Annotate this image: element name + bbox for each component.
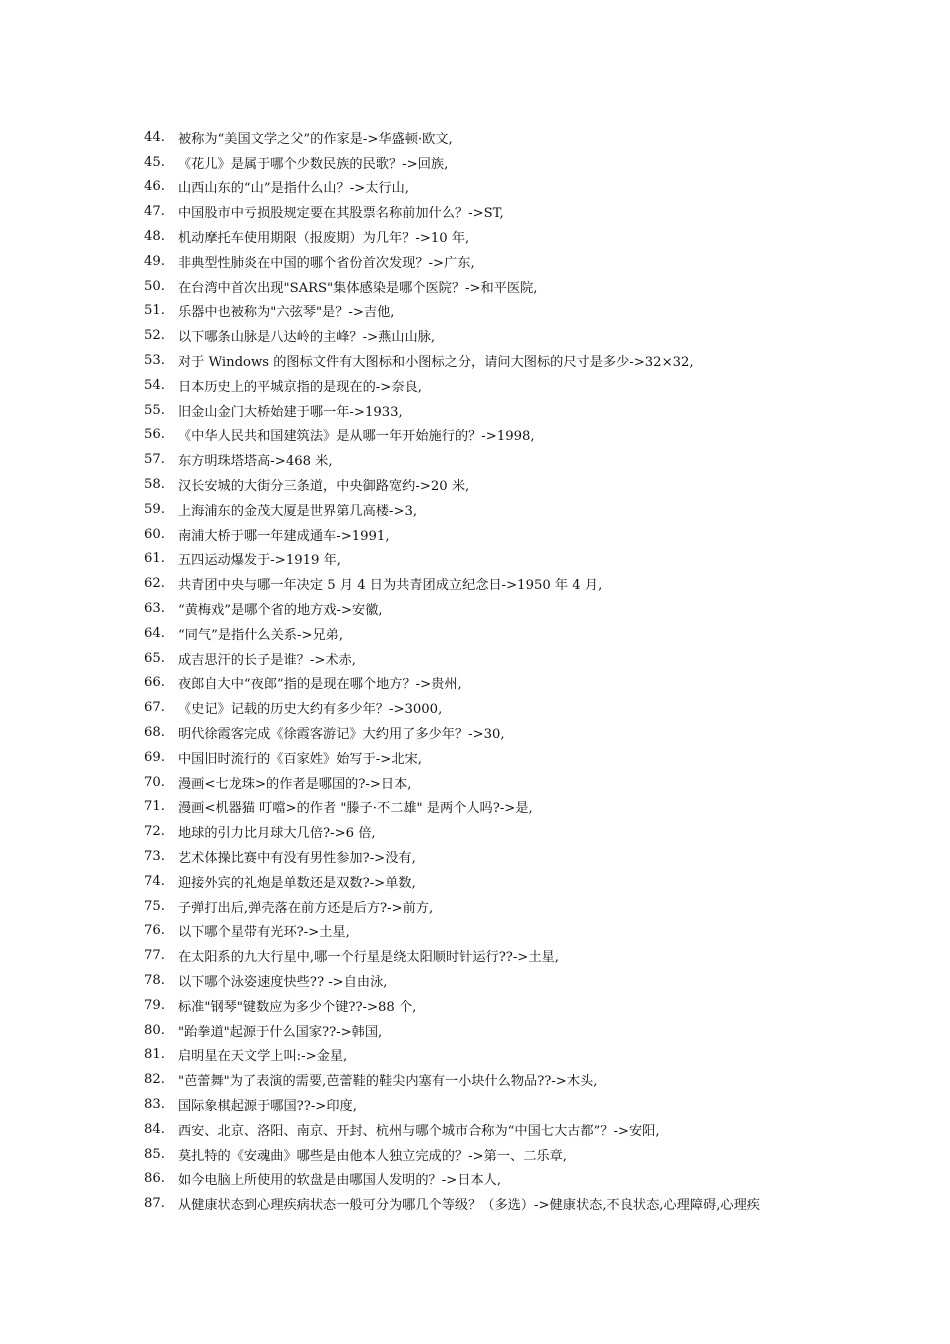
list-item: [144, 720, 834, 745]
item-text: 在台湾中首次出现"SARS"集体感染是哪个医院？->和平医院,: [178, 280, 538, 296]
item-number: 47.: [144, 204, 165, 220]
item-text: 艺术体操比赛中有没有男性参加?->没有,: [178, 851, 416, 866]
item-text: 标准"钢琴"键数应为多少个键??->88 个,: [178, 999, 417, 1015]
list-item: [144, 373, 834, 398]
item-number: 62.: [144, 576, 165, 592]
item-number: 64.: [144, 625, 165, 641]
item-text: 日本历史上的平城京指的是现在的->奈良,: [178, 379, 422, 395]
item-text: 莫扎特的《安魂曲》哪些是由他本人独立完成的？->第一、二乐章,: [178, 1148, 567, 1164]
item-text: 夜郎自大中“夜郎”指的是现在哪个地方？->贵州,: [178, 677, 462, 693]
list-item: [144, 819, 834, 844]
list-item: [144, 1191, 834, 1216]
item-text: 成吉思汗的长子是谁？->术赤,: [178, 652, 356, 668]
list-item: [144, 447, 834, 472]
item-text: 中国旧时流行的《百家姓》始写于->北宋,: [178, 751, 422, 767]
item-number: 45.: [144, 154, 165, 170]
item-number: 54.: [144, 377, 165, 393]
item-text: "跆拳道"起源于什么国家??->韩国,: [178, 1024, 383, 1040]
item-text: 地球的引力比月球大几倍?->6 倍,: [178, 826, 376, 842]
list-item: [144, 224, 834, 249]
list-item: [144, 274, 834, 299]
item-text: 乐器中也被称为"六弦琴"是？->吉他,: [178, 305, 395, 321]
qa-list: [144, 125, 834, 1216]
list-item: [144, 968, 834, 993]
item-number: 55.: [144, 402, 165, 418]
item-text: 中国股市中亏损股规定要在其股票名称前加什么？->ST,: [178, 206, 504, 222]
list-item: [144, 745, 834, 770]
list-item: [144, 943, 834, 968]
item-number: 72.: [144, 824, 165, 840]
item-text: “同气”是指什么关系->兄弟,: [178, 627, 344, 643]
item-text: 漫画<七龙珠>的作者是哪国的?->日本,: [178, 776, 412, 792]
list-item: [144, 770, 834, 795]
list-item: [144, 571, 834, 596]
list-item: [144, 1018, 834, 1043]
item-number: 78.: [144, 972, 165, 988]
list-item: [144, 596, 834, 621]
item-number: 48.: [144, 229, 165, 245]
item-number: 67.: [144, 700, 165, 716]
item-number: 56.: [144, 427, 165, 443]
item-text: 如今电脑上所使用的软盘是由哪国人发明的？->日本人,: [178, 1173, 502, 1189]
item-number: 52.: [144, 328, 165, 344]
item-number: 86.: [144, 1171, 165, 1187]
list-item: [144, 249, 834, 274]
item-number: 82.: [144, 1072, 165, 1088]
item-number: 51.: [144, 303, 165, 319]
item-number: 61.: [144, 551, 165, 567]
list-item: [144, 199, 834, 224]
item-text: 《花儿》是属于哪个少数民族的民歌？->回族,: [178, 156, 449, 172]
item-number: 70.: [144, 774, 165, 790]
list-item: [144, 423, 834, 448]
item-number: 63.: [144, 601, 165, 617]
list-item: [144, 894, 834, 919]
item-text: 国际象棋起源于哪国??->印度,: [178, 1098, 357, 1114]
item-text: 从健康状态到心理疾病状态一般可分为哪几个等级？（多选）->健康状态,不良状态,心理障碍,心理疾: [178, 1198, 760, 1214]
list-item: [144, 795, 834, 820]
list-item: [144, 299, 834, 324]
list-item: [144, 1067, 834, 1092]
list-item: [144, 547, 834, 572]
item-number: 71.: [144, 799, 165, 815]
item-number: 79.: [144, 997, 165, 1013]
list-item: [144, 323, 834, 348]
list-item: [144, 646, 834, 671]
item-number: 60.: [144, 526, 165, 542]
item-number: 68.: [144, 725, 165, 741]
list-item: [144, 125, 834, 150]
list-item: [144, 150, 834, 175]
item-number: 83.: [144, 1096, 165, 1112]
item-text: 《史记》记载的历史大约有多少年？->3000,: [178, 702, 443, 718]
list-item: [144, 472, 834, 497]
item-text: 西安、北京、洛阳、南京、开封、杭州与哪个城市合称为“中国七大古都”？->安阳,: [178, 1123, 660, 1139]
item-text: 南浦大桥于哪一年建成通车->1991,: [178, 528, 390, 544]
item-number: 87.: [144, 1196, 165, 1212]
item-text: 以下哪条山脉是八达岭的主峰？->燕山山脉,: [178, 330, 436, 346]
item-text: "芭蕾舞"为了表演的需要,芭蕾鞋的鞋尖内塞有一小块什么物品??->木头,: [178, 1074, 598, 1090]
item-number: 57.: [144, 452, 165, 468]
list-item: [144, 398, 834, 423]
item-number: 46.: [144, 179, 165, 195]
item-number: 74.: [144, 873, 165, 889]
list-item: [144, 919, 834, 944]
list-item: [144, 695, 834, 720]
list-item: [144, 522, 834, 547]
item-text: 明代徐霞客完成《徐霞客游记》大约用了多少年？->30,: [178, 727, 505, 743]
item-number: 80.: [144, 1022, 165, 1038]
item-text: 机动摩托车使用期限（报废期）为几年？->10 年,: [178, 231, 470, 247]
item-text: 以下哪个星带有光环?->土星,: [178, 925, 350, 941]
list-item: [144, 1092, 834, 1117]
list-item: [144, 993, 834, 1018]
item-text: 子弹打出后,弹壳落在前方还是后方?->前方,: [178, 900, 434, 916]
list-item: [144, 175, 834, 200]
item-text: 迎接外宾的礼炮是单数还是双数?->单数,: [178, 875, 416, 891]
list-item: [144, 497, 834, 522]
list-item: [144, 1166, 834, 1191]
item-text: 五四运动爆发于->1919 年,: [178, 553, 341, 569]
item-number: 76.: [144, 923, 165, 939]
item-number: 69.: [144, 749, 165, 765]
list-item: [144, 844, 834, 869]
item-text: 东方明珠塔塔高->468 米,: [178, 454, 333, 470]
item-number: 81.: [144, 1047, 165, 1063]
item-number: 58.: [144, 477, 165, 493]
item-text: 对于 Windows 的图标文件有大图标和小图标之分，请问大图标的尺寸是多少->32×32,: [178, 355, 694, 371]
item-number: 53.: [144, 353, 165, 369]
list-item: [144, 1042, 834, 1067]
item-number: 50.: [144, 278, 165, 294]
list-item: [144, 621, 834, 646]
item-text: 旧金山金门大桥始建于哪一年->1933,: [178, 404, 403, 420]
list-item: [144, 1142, 834, 1167]
list-item: [144, 348, 834, 373]
item-number: 65.: [144, 650, 165, 666]
item-number: 75.: [144, 898, 165, 914]
item-number: 44.: [144, 129, 165, 145]
item-text: 《中华人民共和国建筑法》是从哪一年开始施行的？->1998,: [178, 429, 535, 445]
item-text: 共青团中央与哪一年决定 5 月 4 日为共青团成立纪念日->1950 年 4 月,: [178, 578, 603, 594]
list-item: [144, 869, 834, 894]
item-number: 85.: [144, 1146, 165, 1162]
list-item: [144, 671, 834, 696]
item-number: 77.: [144, 948, 165, 964]
item-number: 73.: [144, 849, 165, 864]
item-text: 汉长安城的大街分三条道，中央御路宽约->20 米,: [178, 479, 470, 495]
item-number: 49.: [144, 253, 165, 269]
item-text: 启明星在天文学上叫:->金星,: [178, 1049, 348, 1065]
item-text: 非典型性肺炎在中国的哪个省份首次发现？->广东,: [178, 255, 475, 271]
item-text: “黄梅戏”是哪个省的地方戏->安徽,: [178, 603, 383, 619]
item-text: 山西山东的“山”是指什么山？->太行山,: [178, 181, 409, 197]
item-number: 66.: [144, 675, 165, 691]
item-text: 以下哪个泳姿速度快些?? ->自由泳,: [178, 974, 388, 990]
item-text: 漫画<机器猫 叮噹>的作者 "滕子·不二雄" 是两个人吗?->是,: [178, 801, 533, 817]
item-text: 上海浦东的金茂大厦是世界第几高楼->3,: [178, 503, 418, 519]
list-item: [144, 1117, 834, 1142]
item-text: 在太阳系的九大行星中,哪一个行星是绕太阳顺时针运行??->土星,: [178, 950, 559, 966]
item-text: 被称为“美国文学之父”的作家是->华盛顿·欧文,: [178, 131, 453, 147]
item-number: 84.: [144, 1121, 165, 1137]
item-number: 59.: [144, 501, 165, 517]
